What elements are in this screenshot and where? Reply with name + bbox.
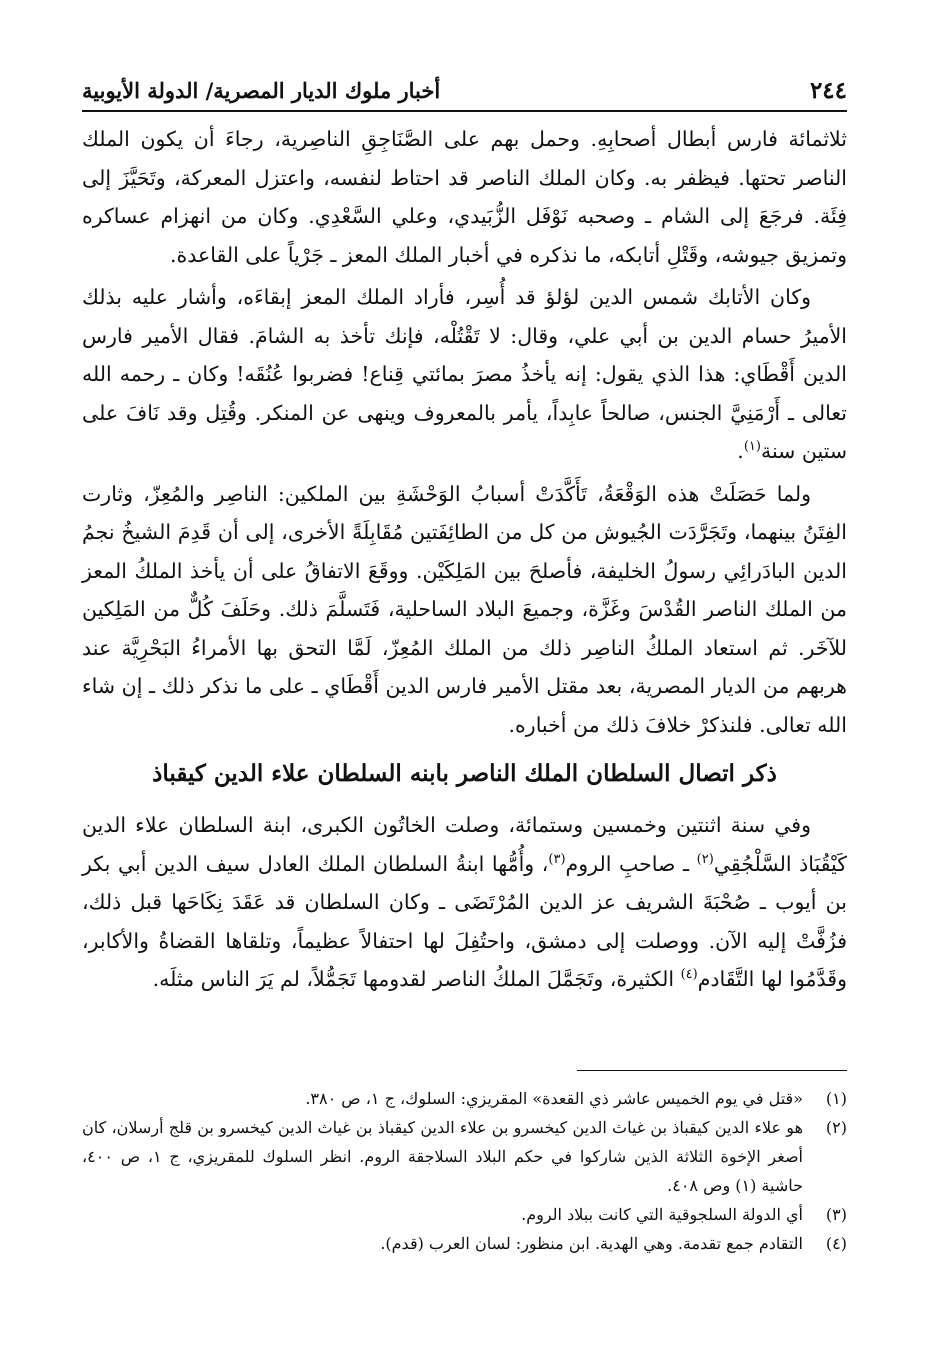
footnote-ref[interactable]: (٤): [680, 967, 698, 983]
paragraph-text: وكان الأتابك شمس الدين لؤلؤ قد أُسِر، فأراد الملك المعز إبقاءَه، وأشار عليه بذلك الأميرُ حسام الدين بن أبي علي، وقال: لا تَقْتُلْه، فإنك تأخذ به الشامَ. فقال الأمير فارس الدين أَقْطَاي: هذا الذي يقول: إنه يأخذُ مصرَ بمائتي قِناع! فضربوا عُنُقَه! وكان ـ رحمه الله تعالى ـ أَرْمَنِيَّ الجنس، صالحاً عابِداً، يأمر بالمعروف وينهى عن المنكر. وقُتِل وقد نَافَ على ستين سنة: [82, 285, 847, 463]
footnote-separator: [577, 1070, 847, 1071]
paragraph: ثلاثمائة فارس أبطال أصحابِهِ. وحمل بهم على الصَّنَاجِقِ الناصِرية، رجاءَ أن يكون الملك الناصر تحتها. فيظفر به. وكان الملك الناصر قد احتاط لنفسه، واعتزل المعركة، وتَحَيَّزَ إلى فِئَة. فرجَعَ إلى الشام ـ وصحبه نَوْفَل الزُّبَيدي، وعلي السَّعْدِي. وكان من انهزام عساكره وتمزيق جيوشه، وقَتْلِ أتابكه، ما نذكره في أخبار الملك المعز ـ جَرْياً على القاعدة.: [82, 127, 847, 267]
footnote: [82, 1200, 847, 1229]
paragraph-end: .: [737, 439, 744, 463]
footnote-ref[interactable]: (١): [743, 439, 761, 455]
footnote: [82, 1084, 847, 1113]
footnote-number: (١): [825, 1089, 847, 1108]
page-number: ٢٤٤: [809, 76, 847, 104]
footnote: [82, 1113, 847, 1200]
footnote-number: (٣): [825, 1205, 847, 1224]
footnote-text: «قتل في يوم الخميس عاشر ذي القعدة» المقريزي: السلوك، ج ١، ص ٣٨٠.: [305, 1089, 803, 1108]
section-heading: ذكر اتصال السلطان الملك الناصر بابنه السلطان علاء الدين كيقباذ: [152, 760, 777, 787]
running-title: أخبار ملوك الديار المصرية/ الدولة الأيوبية: [82, 77, 441, 103]
footnote-number: (٢): [825, 1118, 847, 1137]
footnote: [82, 1229, 847, 1258]
paragraph-text: الكثيرة، وتَجَمَّلَ الملكُ الناصر لقدومها تَجَمُّلاً، لم يَرَ الناس مثلَه.: [152, 967, 681, 991]
paragraph-text: وفي سنة اثنتين وخمسين وستمائة، وصلت الخاتُون الكبرى، ابنة السلطان علاء الدين كَيْقُبَاذ السَّلْجُقِي: [82, 813, 847, 876]
footnote-ref[interactable]: (٢): [696, 851, 714, 867]
footnote-text: هو علاء الدين كيقباذ بن غياث الدين كيخسرو بن علاء الدين كيقباذ بن غياث الدين كيخسرو بن قلج أرسلان، كان أصغر الإخوة الثلاثة الذين شاركوا في حكم البلاد السلاجقة الروم. انظر السلوك للمقريزي، ج ١، ص ٤٠٠، حاشية (١) وص ٤٠٨.: [82, 1118, 804, 1195]
footnote-text: التقادم جمع تقدمة. وهي الهدية. ابن منظور: لسان العرب (قدم).: [380, 1234, 803, 1253]
paragraph: ولما حَصَلَتْ هذه الوَقْعَةُ، تَأَكَّدَتْ أسبابُ الوَحْشَةِ بين الملكين: الناصِر والمُعِزّ، وثارت الفِتَنُ بينهما، وتَجَرَّدَت الجُيوش من كل من الطائِفَتين مُقَابِلَةً الأخرى، إلى أن قَدِمَ الشيخُ نجمُ الدين البادَرائِي رسولُ الخليفة، فأصلحَ بين المَلِكَيْن. ووقَعَ الاتفاقُ على أن يأخذ الملكُ المعز من الملك الناصر القُدْسَ وغَزَّة، وجميعَ البلاد الساحلية، فَتَسلَّمَ ذلك. وحَلَفَ كُلٌّ من المَلِكين للآخَر. ثم استعاد الملكُ الناصِر ذلك من الملك المُعِزّ، لَمَّا التحق بها الأمراءُ البَحْرِيَّة عند هربهم من الديار المصرية، بعد مقتل الأمير فارس الدين أَقْطَاي ـ على ما نذكر ذلك ـ إن شاء الله تعالى. فلنذكرْ خلافَ ذلك من أخباره.: [82, 481, 847, 737]
paragraph: [82, 806, 847, 999]
footnote-number: (٤): [825, 1234, 847, 1253]
main-text: [82, 120, 847, 1003]
page-header: [82, 70, 847, 112]
paragraph: [82, 278, 847, 471]
footnote-text: أي الدولة السلجوقية التي كانت ببلاد الروم.: [521, 1205, 803, 1224]
paragraph-text: ، وأُمُّها ابنةُ السلطان الملك العادل سيف الدين أبي بكر بن أيوب ـ صُحْبَةَ الشريف عز الدين المُرْتَضَى ـ وكان السلطان قد عَقَدَ نِكَاحَها قبل ذلك، فزُفَّتْ إليه الآن. ووصلت إلى دمشق، واحتُفِلَ لها احتفالاً عظيماً، وتلقاها القضاةُ والأكابر، وقَدَّمُوا لها التَّقَادم: [82, 851, 847, 991]
paragraph-text: ـ صاحبِ الروم: [565, 851, 697, 876]
footnote-ref[interactable]: (٣): [548, 851, 566, 867]
footnotes: [82, 1084, 847, 1258]
